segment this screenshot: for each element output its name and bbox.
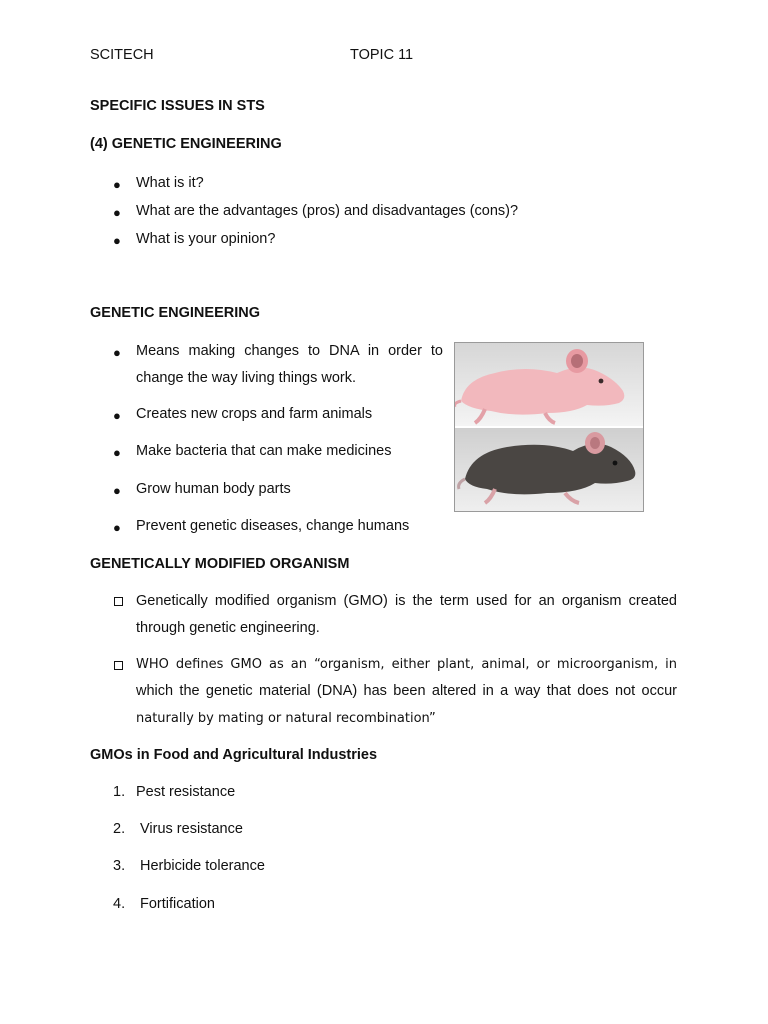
bullet-icon: ●: [113, 445, 121, 460]
top-mouse-ear-inner: [571, 354, 583, 368]
list-item-continuation: change the way living things work.: [136, 370, 357, 386]
food-heading: GMOs in Food and Agricultural Industries: [90, 747, 378, 763]
list-item: Herbicide tolerance: [140, 858, 265, 874]
list-item: Means making changes to DNA in order to: [136, 343, 443, 359]
bullet-icon: ●: [113, 520, 121, 535]
section-title: SPECIFIC ISSUES IN STS: [90, 98, 265, 114]
list-item: Fortification: [140, 896, 215, 912]
list-item: Virus resistance: [140, 821, 243, 837]
bullet-icon: ●: [113, 233, 121, 248]
list-item: What is your opinion?: [136, 231, 276, 247]
topic-label: TOPIC 11: [350, 47, 414, 63]
list-item: Make bacteria that can make medicines: [136, 443, 392, 459]
list-item: Pest resistance: [136, 784, 236, 800]
top-mouse-eye: [599, 379, 604, 384]
mice-illustration: [455, 343, 643, 511]
bottom-mouse-eye: [613, 461, 618, 466]
list-item-continuation: through genetic engineering.: [136, 620, 320, 636]
bullet-icon: ●: [113, 408, 121, 423]
list-number: 3.: [113, 858, 126, 874]
list-number: 1.: [113, 784, 126, 800]
bullet-icon: ●: [113, 205, 121, 220]
checkbox-bullet-icon: [114, 597, 123, 606]
list-item: What is it?: [136, 175, 204, 191]
checkbox-bullet-icon: [114, 661, 123, 670]
course-label: SCITECH: [90, 47, 154, 63]
list-item: Genetically modified organism (GMO) is the term used for an organism created: [136, 593, 677, 609]
mice-photo: [454, 342, 644, 512]
bullet-icon: ●: [113, 177, 121, 192]
gmo-heading: GENETICALLY MODIFIED ORGANISM: [90, 556, 350, 572]
list-number: 4.: [113, 896, 126, 912]
list-item: WHO defines GMO as an “organism, either plant, animal, or microorganism, in: [136, 657, 677, 672]
list-item: Creates new crops and farm animals: [136, 406, 373, 422]
list-item: Prevent genetic diseases, change humans: [136, 518, 410, 534]
list-item-continuation: naturally by mating or natural recombination”: [136, 711, 436, 726]
list-number: 2.: [113, 821, 126, 837]
bullet-icon: ●: [113, 483, 121, 498]
list-item-continuation: which the genetic material (DNA) has been altered in a way that does not occur: [136, 683, 677, 699]
bottom-mouse-ear-inner: [590, 437, 600, 449]
list-item: What are the advantages (pros) and disadvantages (cons)?: [136, 203, 519, 219]
genetic-heading: (4) GENETIC ENGINEERING: [90, 136, 282, 152]
bullet-icon: ●: [113, 345, 121, 360]
list-item: Grow human body parts: [136, 481, 291, 497]
ge-heading: GENETIC ENGINEERING: [90, 305, 260, 321]
